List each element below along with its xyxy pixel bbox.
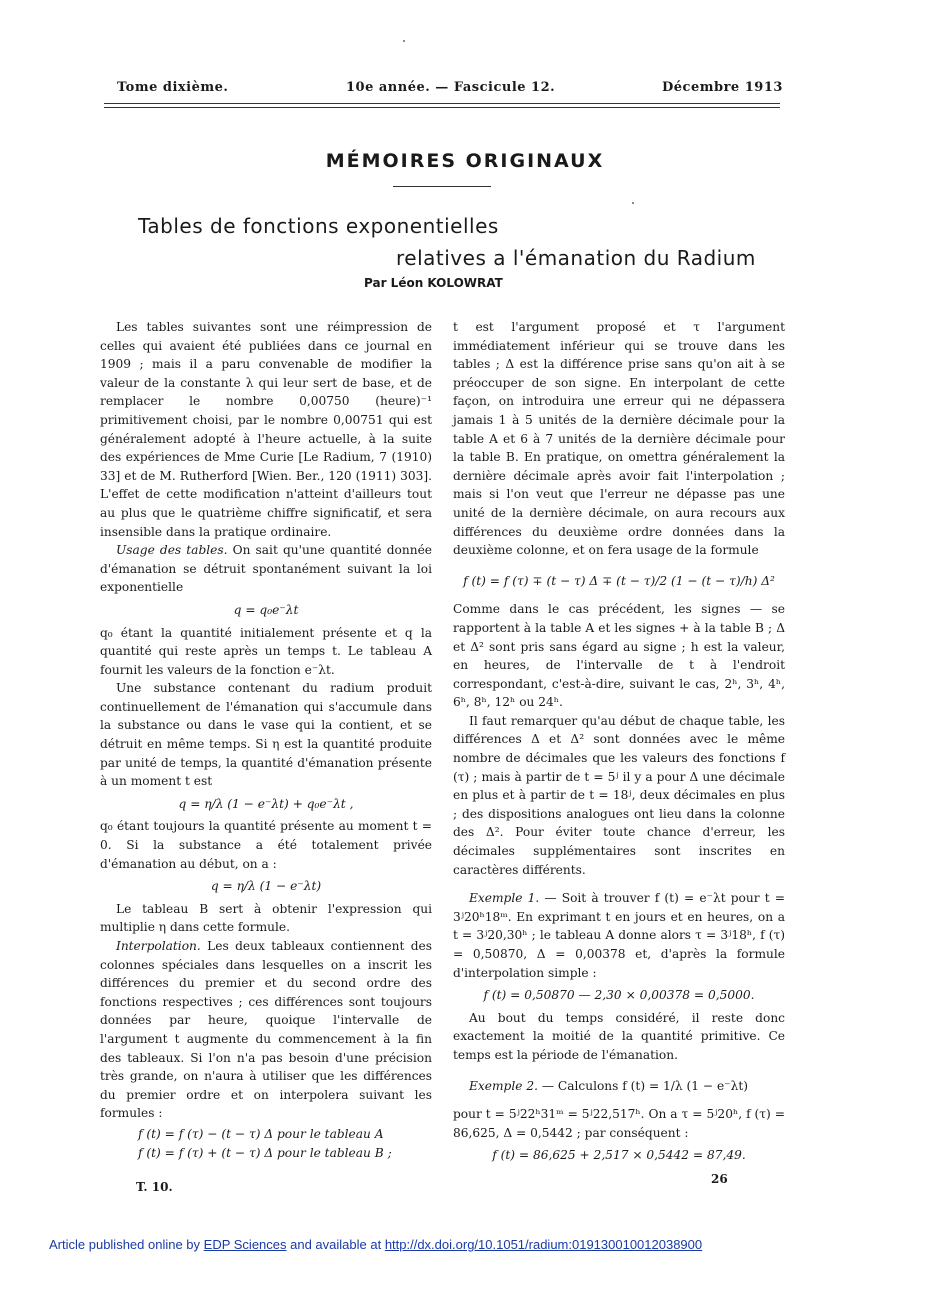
publisher-link[interactable]: EDP Sciences xyxy=(203,1237,287,1252)
paragraph: Les tables suivantes sont une réimpression de celles qui avaient été publiées dans ce journal en 1909 ; mais il a paru convenable de modifier la valeur de la constante λ qui leur sert de base, et de remplacer le nombre 0,00750 (heure)⁻¹ primitivement choisi, par le nombre 0,00751 qui est généralement adopté à l'heure actuelle, à la suite des expériences de Mme Curie [Le Radium, 7 (1910) 33] et de M. Rutherford [Wien. Ber., 120 (1911) 303]. L'effet de cette modification n'atteint d'ailleurs tout au plus que le quatrième chiffre significatif, et sera insensible dans la pratique ordinaire. xyxy=(100,320,432,539)
article-title-line2: relatives a l'émanation du Radium xyxy=(396,246,756,270)
paragraph xyxy=(453,1077,785,1096)
publisher-middle: and available at xyxy=(286,1237,385,1252)
right-column xyxy=(453,318,785,1169)
paragraph xyxy=(100,937,432,1123)
paragraph: Au bout du temps considéré, il reste donc exactement la moitié de la quantité primitive. Ce temps est la période de l'émanation. xyxy=(453,1010,785,1062)
equation: f (t) = f (τ) ∓ (t − τ) Δ ∓ (t − τ)/2 (1 − (t − τ)/h) Δ² xyxy=(463,573,775,588)
equation: f (t) = f (τ) + (t − τ) Δ pour le tableau B ; xyxy=(138,1145,392,1160)
publisher-notice xyxy=(49,1237,702,1252)
paragraph: q₀ étant la quantité initialement présente et q la quantité qui reste après un temps t. Le tableau A fournit les valeurs de la fonction e⁻λt. xyxy=(100,625,432,677)
running-head-right: Décembre 1913 xyxy=(662,80,783,95)
paragraph xyxy=(453,889,785,982)
paragraph: q₀ étant toujours la quantité présente au moment t = 0. Si la substance a été totalement privée d'émanation au début, on a : xyxy=(100,819,432,871)
paragraph: Une substance contenant du radium produit continuellement de l'émanation qui s'accumule dans la substance ou dans le vase qui la contient, et se détruit en même temps. Si η est la quantité produite par unité de temps, la quantité d'émanation présente à un moment t est xyxy=(100,681,432,789)
running-head-center: 10e année. — Fascicule 12. xyxy=(346,80,556,95)
header-rule-bottom xyxy=(104,107,780,108)
paragraph-label: Exemple 1. xyxy=(469,891,540,906)
scan-speck xyxy=(403,40,405,42)
equation: q = η/λ (1 − e⁻λt) xyxy=(210,879,322,894)
doi-link[interactable]: http://dx.doi.org/10.1051/radium:019130010012038900 xyxy=(384,1237,703,1252)
paragraph-text: — Soit à trouver f (t) = e⁻λt pour t = 3ʲ20ʰ18ᵐ. En exprimant t en jours et en heures, on a t = 3ʲ20,30ʰ ; le tableau A donne alors τ = 3ʲ18ʰ, f (τ) = 0,50870, Δ = 0,00378 et, d'après la formule d'interpolation simple : xyxy=(453,891,785,980)
equation: f (t) = 0,50870 — 2,30 × 0,00378 = 0,5000. xyxy=(483,988,755,1003)
paragraph-label: Interpolation. xyxy=(116,939,201,953)
page-number: 26 xyxy=(711,1172,728,1186)
equation: q = q₀e⁻λt xyxy=(233,602,299,617)
paragraph: t est l'argument proposé et τ l'argument immédiatement inférieur qui se trouve dans les tables ; Δ est la différence prise sans qu'on ait à se préoccuper de son signe. En interpolant de cette façon, on introduira une erreur qui ne dépassera jamais 1 à 5 unités de la dernière décimale pour la table A et 6 à 7 unités de la dernière décimale pour la table B. En pratique, on omettra généralement la dernière décimale après avoir fait l'interpolation ; mais si l'on veut que l'erreur ne dépasse pas une unité de la dernière décimale, on aura recours aux différences du deuxième ordre données dans la deuxième colonne, et on fera usage de la formule xyxy=(453,320,785,558)
article-author: Par Léon KOLOWRAT xyxy=(364,276,503,290)
paragraph-text: On sait qu'une quantité donnée d'émanation se détruit spontanément suivant la loi exponentielle xyxy=(100,543,432,595)
paragraph: pour t = 5ʲ22ʰ31ᵐ = 5ʲ22,517ʰ. On a τ = 5ʲ20ʰ, f (τ) = 86,625, Δ = 0,5442 ; par conséquent : xyxy=(453,1107,785,1140)
header-rule-top xyxy=(104,103,780,104)
paragraph-text: — Calculons f (t) = 1/λ (1 − e⁻λt) xyxy=(537,1078,748,1093)
paragraph-text: Les deux tableaux contiennent des colonnes spéciales dans lesquelles on a inscrit les différences du premier et du second ordre des fonctions respectives ; ces différences sont toujours données par heure, quoique l'intervalle de l'argument t augmente du commencement à la fin des tableaux. Si l'on n'a pas besoin d'une précision très grande, on n'aura à utiliser que les différences du premier ordre et on interpolera suivant les formules : xyxy=(100,939,432,1121)
signature-mark: T. 10. xyxy=(136,1180,173,1194)
equation: f (t) = f (τ) − (t − τ) Δ pour le tableau A xyxy=(138,1126,384,1141)
running-head-left: Tome dixième. xyxy=(117,80,229,95)
section-title-rule xyxy=(393,186,491,187)
paragraph-label: Exemple 2. xyxy=(469,1078,538,1093)
equation: f (t) = 86,625 + 2,517 × 0,5442 = 87,49. xyxy=(492,1148,746,1163)
paragraph: Le tableau B sert à obtenir l'expression qui multiplie η dans cette formule. xyxy=(100,901,432,935)
scan-speck xyxy=(632,202,634,204)
equation: q = η/λ (1 − e⁻λt) + q₀e⁻λt , xyxy=(178,796,354,811)
section-title: MÉMOIRES ORIGINAUX xyxy=(325,150,605,172)
paragraph: Comme dans le cas précédent, les signes — se rapportent à la table A et les signes + à la table B ; Δ et Δ² sont pris sans égard au signe ; h est la valeur, en heures, de l'intervalle de t à l'endroit correspondant, c'est-à-dire, suivant le cas, 2ʰ, 3ʰ, 4ʰ, 6ʰ, 8ʰ, 12ʰ ou 24ʰ. xyxy=(453,602,785,710)
article-title-line1: Tables de fonctions exponentielles xyxy=(138,214,499,238)
paragraph: Il faut remarquer qu'au début de chaque table, les différences Δ et Δ² sont données avec le même nombre de décimales que les valeurs des fonctions f (τ) ; mais à partir de t = 5ʲ il y a pour Δ une décimale en plus et à partir de t = 18ʲ, deux décimales en plus ; des dispositions analogues ont lieu dans la colonne des Δ². Pour éviter toute chance d'erreur, les décimales supplémentaires sont inscrites en caractères différents. xyxy=(453,713,785,877)
left-column xyxy=(100,318,432,1162)
paragraph xyxy=(100,541,432,597)
publisher-prefix: Article published online by xyxy=(49,1237,204,1252)
paragraph-label: Usage des tables. xyxy=(116,543,228,558)
